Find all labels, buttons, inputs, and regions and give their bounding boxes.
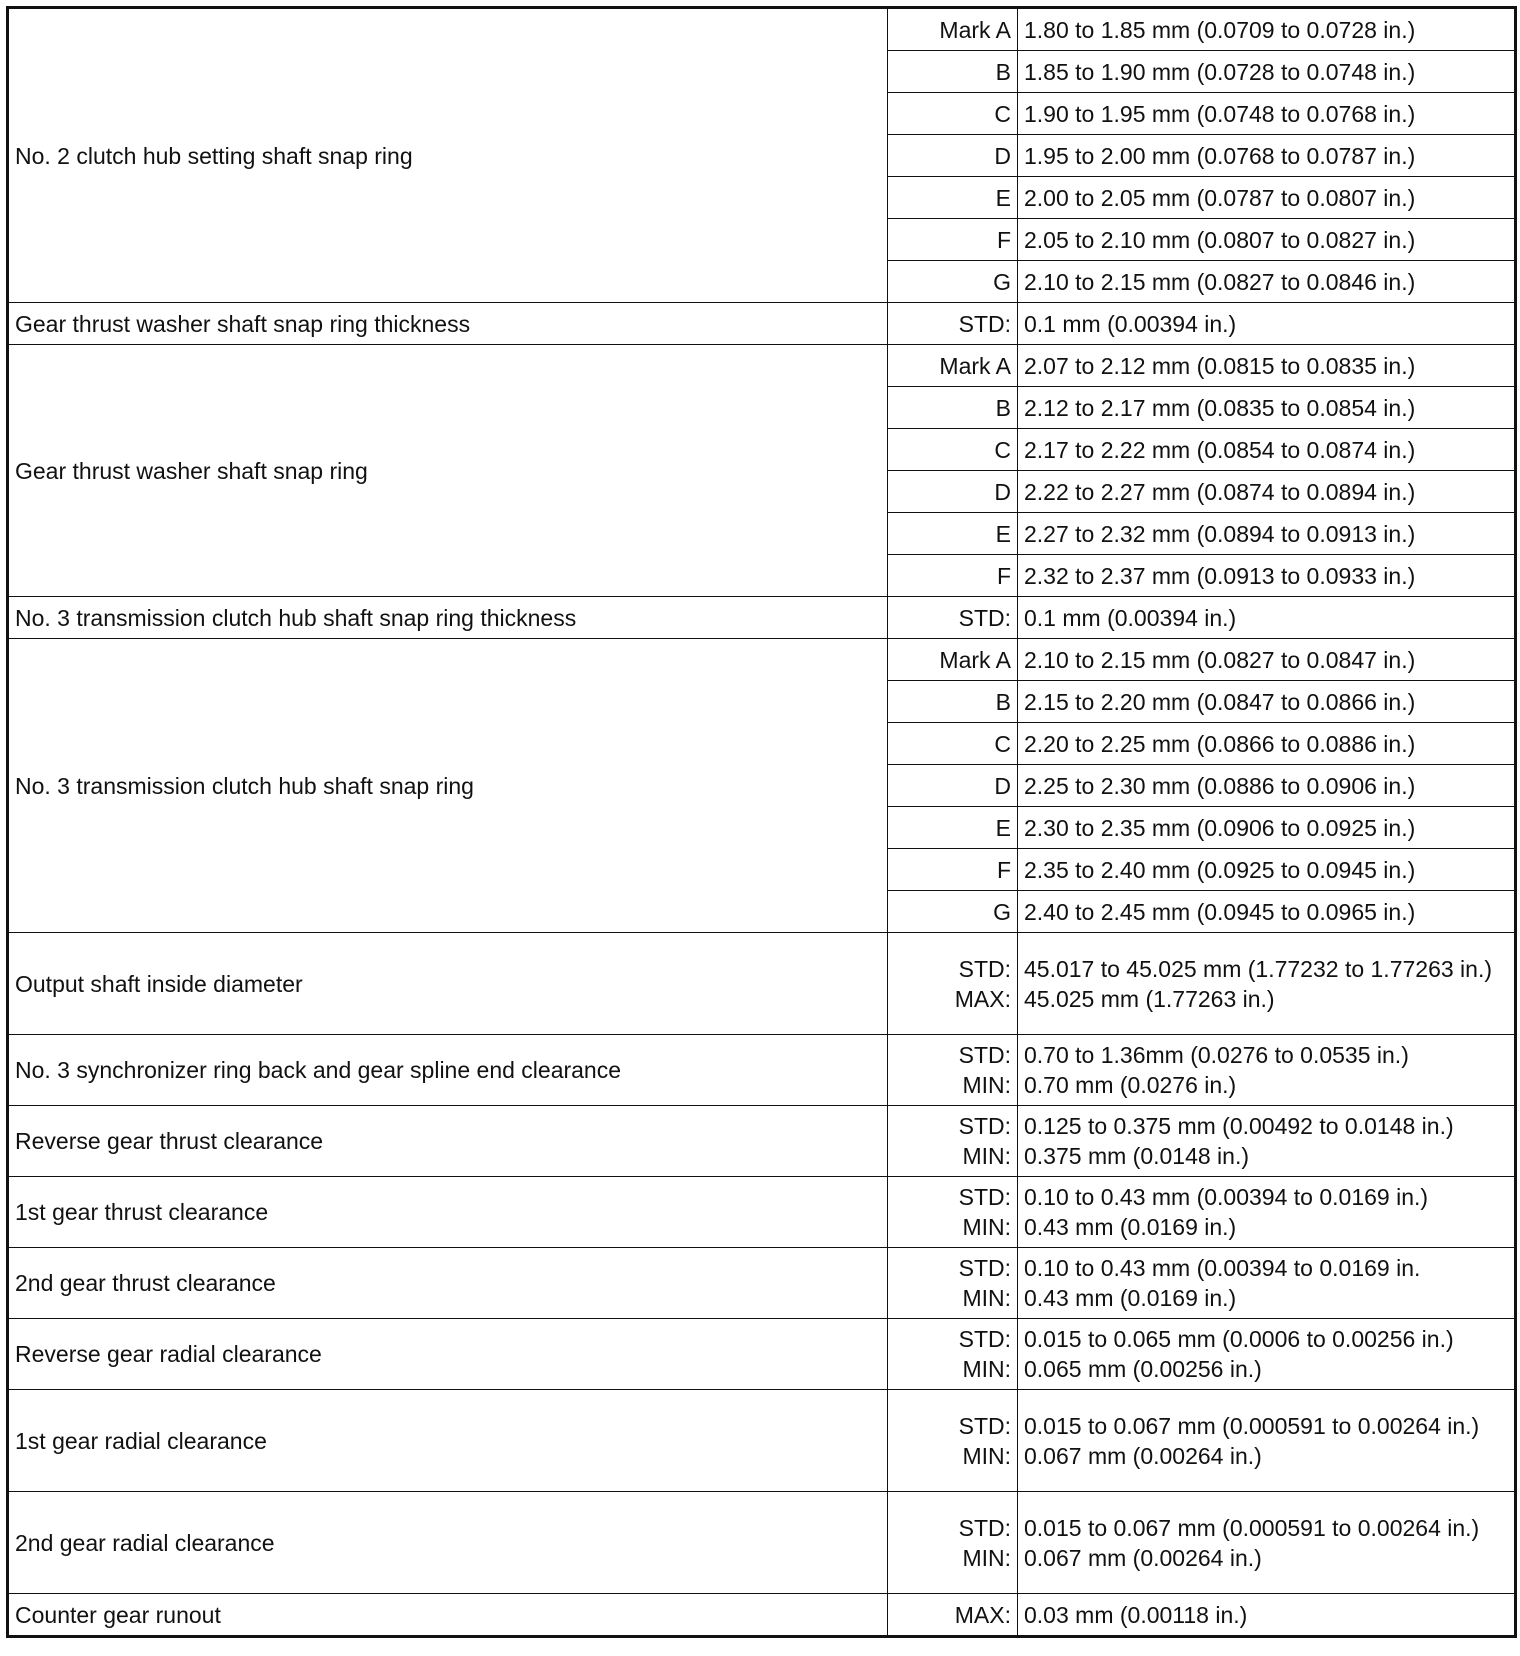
mark-line: MIN: — [962, 1285, 1011, 1311]
mark-cell: C — [888, 723, 1018, 765]
mark-line: MIN: — [962, 1544, 1011, 1571]
value-line: 0.70 to 1.36mm (0.0276 to 0.0535 in.) — [1024, 1042, 1409, 1068]
value-cell: 1.80 to 1.85 mm (0.0709 to 0.0728 in.) — [1018, 8, 1516, 51]
value-cell: 2.15 to 2.20 mm (0.0847 to 0.0866 in.) — [1018, 681, 1516, 723]
value-cell: 2.00 to 2.05 mm (0.0787 to 0.0807 in.) — [1018, 177, 1516, 219]
value-line: 45.017 to 45.025 mm (1.77232 to 1.77263 in.) — [1024, 955, 1492, 982]
value-line: 0.375 mm (0.0148 in.) — [1024, 1143, 1250, 1169]
mark-cell: E — [888, 807, 1018, 849]
spec-sheet — [6, 6, 1514, 1650]
mark-line: STD: — [958, 1042, 1011, 1068]
mark-cell — [888, 933, 1018, 1035]
value-cell: 2.32 to 2.37 mm (0.0913 to 0.0933 in.) — [1018, 555, 1516, 597]
mark-cell: F — [888, 849, 1018, 891]
value-line: 0.015 to 0.067 mm (0.000591 to 0.00264 in.) — [1024, 1412, 1480, 1439]
mark-cell: Mark A — [888, 639, 1018, 681]
value-cell — [1018, 933, 1516, 1035]
mark-line: STD: — [958, 1113, 1011, 1139]
mark-cell — [888, 1319, 1018, 1390]
value-cell: 0.1 mm (0.00394 in.) — [1018, 597, 1516, 639]
mark-line: MIN: — [962, 1143, 1011, 1169]
mark-line: STD: — [958, 1184, 1011, 1210]
value-cell: 0.03 mm (0.00118 in.) — [1018, 1594, 1516, 1637]
value-cell: 1.85 to 1.90 mm (0.0728 to 0.0748 in.) — [1018, 51, 1516, 93]
mark-cell: E — [888, 177, 1018, 219]
mark-line: STD: — [958, 1514, 1011, 1541]
item-label: Output shaft inside diameter — [8, 933, 888, 1035]
mark-line: STD: — [958, 1326, 1011, 1352]
mark-line: MAX: — [954, 985, 1011, 1012]
item-label: Reverse gear thrust clearance — [8, 1106, 888, 1177]
value-cell: 1.90 to 1.95 mm (0.0748 to 0.0768 in.) — [1018, 93, 1516, 135]
item-label: 1st gear radial clearance — [8, 1390, 888, 1492]
table-row — [8, 1248, 1516, 1319]
mark-cell: D — [888, 765, 1018, 807]
item-label: Reverse gear radial clearance — [8, 1319, 888, 1390]
item-label: No. 3 transmission clutch hub shaft snap ring — [8, 639, 888, 933]
mark-line: STD: — [958, 1412, 1011, 1439]
mark-cell — [888, 1035, 1018, 1106]
mark-cell: D — [888, 471, 1018, 513]
mark-cell: D — [888, 135, 1018, 177]
table-row — [8, 639, 1516, 681]
mark-cell — [888, 1248, 1018, 1319]
value-cell — [1018, 1106, 1516, 1177]
mark-cell — [888, 1106, 1018, 1177]
value-cell: 1.95 to 2.00 mm (0.0768 to 0.0787 in.) — [1018, 135, 1516, 177]
mark-cell: B — [888, 387, 1018, 429]
mark-cell: G — [888, 891, 1018, 933]
table-row — [8, 1035, 1516, 1106]
mark-cell: E — [888, 513, 1018, 555]
mark-line: MIN: — [962, 1072, 1011, 1098]
table-row — [8, 597, 1516, 639]
value-cell: 2.17 to 2.22 mm (0.0854 to 0.0874 in.) — [1018, 429, 1516, 471]
mark-cell: G — [888, 261, 1018, 303]
mark-cell — [888, 1177, 1018, 1248]
value-line: 0.43 mm (0.0169 in.) — [1024, 1285, 1237, 1311]
table-row — [8, 1390, 1516, 1492]
item-label: No. 2 clutch hub setting shaft snap ring — [8, 8, 888, 303]
value-cell: 2.10 to 2.15 mm (0.0827 to 0.0846 in.) — [1018, 261, 1516, 303]
value-line: 0.125 to 0.375 mm (0.00492 to 0.0148 in.) — [1024, 1113, 1454, 1139]
value-cell — [1018, 1319, 1516, 1390]
table-row — [8, 1177, 1516, 1248]
item-label: No. 3 transmission clutch hub shaft snap ring thickness — [8, 597, 888, 639]
table-row — [8, 933, 1516, 1035]
table-row — [8, 8, 1516, 51]
value-line: 0.43 mm (0.0169 in.) — [1024, 1214, 1237, 1240]
item-label: Counter gear runout — [8, 1594, 888, 1637]
value-cell: 2.22 to 2.27 mm (0.0874 to 0.0894 in.) — [1018, 471, 1516, 513]
mark-line: STD: — [958, 955, 1011, 982]
mark-cell: F — [888, 219, 1018, 261]
mark-cell: STD: — [888, 597, 1018, 639]
item-label: 2nd gear radial clearance — [8, 1492, 888, 1594]
mark-cell: Mark A — [888, 8, 1018, 51]
table-row — [8, 303, 1516, 345]
mark-line: MIN: — [962, 1214, 1011, 1240]
value-line: 0.10 to 0.43 mm (0.00394 to 0.0169 in.) — [1024, 1184, 1429, 1210]
mark-line: MIN: — [962, 1442, 1011, 1469]
value-cell: 2.25 to 2.30 mm (0.0886 to 0.0906 in.) — [1018, 765, 1516, 807]
item-label: No. 3 synchronizer ring back and gear spline end clearance — [8, 1035, 888, 1106]
value-cell — [1018, 1248, 1516, 1319]
value-cell: 2.20 to 2.25 mm (0.0866 to 0.0886 in.) — [1018, 723, 1516, 765]
value-cell: 2.05 to 2.10 mm (0.0807 to 0.0827 in.) — [1018, 219, 1516, 261]
table-row — [8, 1319, 1516, 1390]
mark-cell — [888, 1492, 1018, 1594]
value-cell: 2.07 to 2.12 mm (0.0815 to 0.0835 in.) — [1018, 345, 1516, 387]
table-row — [8, 1106, 1516, 1177]
table-row — [8, 345, 1516, 387]
value-line: 0.015 to 0.065 mm (0.0006 to 0.00256 in.) — [1024, 1326, 1454, 1352]
mark-line: MIN: — [962, 1356, 1011, 1382]
mark-cell: B — [888, 51, 1018, 93]
table-row — [8, 1492, 1516, 1594]
value-cell — [1018, 1390, 1516, 1492]
value-cell: 0.1 mm (0.00394 in.) — [1018, 303, 1516, 345]
value-line: 0.067 mm (0.00264 in.) — [1024, 1442, 1262, 1469]
value-cell — [1018, 1035, 1516, 1106]
mark-line: STD: — [958, 1255, 1011, 1281]
item-label: 1st gear thrust clearance — [8, 1177, 888, 1248]
value-line: 0.067 mm (0.00264 in.) — [1024, 1544, 1262, 1571]
specification-table — [6, 6, 1517, 1638]
value-line: 45.025 mm (1.77263 in.) — [1024, 985, 1275, 1012]
value-cell: 2.27 to 2.32 mm (0.0894 to 0.0913 in.) — [1018, 513, 1516, 555]
value-cell: 2.12 to 2.17 mm (0.0835 to 0.0854 in.) — [1018, 387, 1516, 429]
value-cell — [1018, 1177, 1516, 1248]
value-cell: 2.30 to 2.35 mm (0.0906 to 0.0925 in.) — [1018, 807, 1516, 849]
value-cell: 2.40 to 2.45 mm (0.0945 to 0.0965 in.) — [1018, 891, 1516, 933]
mark-cell: F — [888, 555, 1018, 597]
table-row — [8, 1594, 1516, 1637]
mark-cell: C — [888, 429, 1018, 471]
mark-cell: STD: — [888, 303, 1018, 345]
value-line: 0.70 mm (0.0276 in.) — [1024, 1072, 1237, 1098]
item-label: Gear thrust washer shaft snap ring thickness — [8, 303, 888, 345]
mark-cell: B — [888, 681, 1018, 723]
mark-cell — [888, 1390, 1018, 1492]
value-line: 0.065 mm (0.00256 in.) — [1024, 1356, 1262, 1382]
item-label: 2nd gear thrust clearance — [8, 1248, 888, 1319]
value-line: 0.10 to 0.43 mm (0.00394 to 0.0169 in. — [1024, 1255, 1421, 1281]
mark-cell: Mark A — [888, 345, 1018, 387]
value-cell — [1018, 1492, 1516, 1594]
mark-cell: C — [888, 93, 1018, 135]
item-label: Gear thrust washer shaft snap ring — [8, 345, 888, 597]
value-line: 0.015 to 0.067 mm (0.000591 to 0.00264 in.) — [1024, 1514, 1480, 1541]
value-cell: 2.10 to 2.15 mm (0.0827 to 0.0847 in.) — [1018, 639, 1516, 681]
value-cell: 2.35 to 2.40 mm (0.0925 to 0.0945 in.) — [1018, 849, 1516, 891]
mark-cell: MAX: — [888, 1594, 1018, 1637]
